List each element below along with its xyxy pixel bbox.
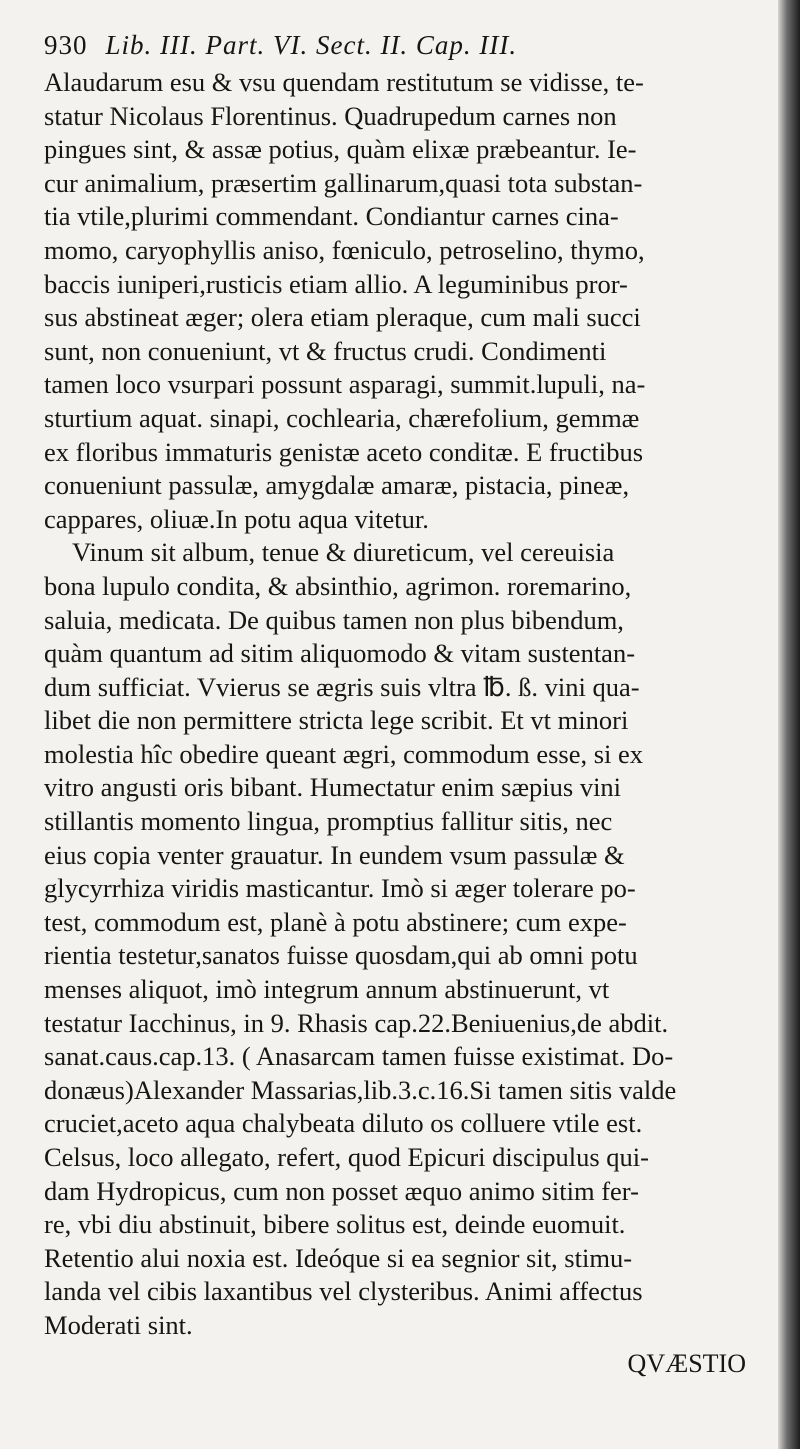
running-title: Lib. III. Part. VI. Sect. II. Cap. III.	[105, 30, 518, 60]
text-line: cruciet,aceto aqua chalybeata diluto os colluere vtile est.	[44, 1108, 643, 1139]
text-line: sus abstineat æger; olera etiam pleraque, cum mali succi	[44, 302, 641, 333]
text-line: stillantis momento lingua, promptius fallitur sitis, nec	[44, 806, 613, 837]
text-line: Alaudarum esu & vsu quendam restitutum se vidisse, te-	[44, 67, 644, 97]
running-header	[44, 28, 748, 62]
text-line: landa vel cibis laxantibus vel clysteribus. Animi affectus	[44, 1276, 643, 1307]
text-line: dum sufficiat. Vvierus se ægris suis vltra ℔. ß. vini qua-	[44, 671, 640, 702]
text-line: testatur Iacchinus, in 9. Rhasis cap.22.Beniuenius,de abdit.	[44, 1007, 669, 1038]
text-line: libet die non permittere stricta lege scribit. Et vt minori	[44, 705, 629, 736]
text-line: rientia testetur,sanatos fuisse quosdam,qui ab omni potu	[44, 940, 638, 971]
text-line: dam Hydropicus, cum non posset æquo animo sitim fer-	[44, 1175, 639, 1206]
text-line: donæus)Alexander Massarias,lib.3.c.16.Si tamen sitis valde	[44, 1074, 677, 1105]
text-line: sanat.caus.cap.13. ( Anasarcam tamen fuisse existimat. Do-	[44, 1041, 674, 1072]
text-line: tamen loco vsurpari possunt asparagi, summit.lupuli, na-	[44, 369, 646, 400]
text-line: Moderati sint.	[44, 1309, 193, 1340]
text-line: saluia, medicata. De quibus tamen non plus bibendum,	[44, 604, 624, 635]
text-line: quàm quantum ad sitim aliquomodo & vitam sustentan-	[44, 638, 636, 669]
text-line: glycyrrhiza viridis masticantur. Imò si æger tolerare po-	[44, 873, 636, 904]
text-line: cappares, oliuæ.In potu aqua vitetur.	[44, 503, 429, 534]
catchword: QVÆSTIO	[627, 1348, 746, 1378]
text-line: vitro angusti oris bibant. Humectatur enim sæpius vini	[44, 772, 622, 803]
text-line: tia vtile,plurimi commendant. Condiantur carnes cina-	[44, 201, 619, 232]
text-line: sunt, non conueniunt, vt & fructus crudi. Condimenti	[44, 335, 607, 366]
text-line: Retentio alui noxia est. Ideóque si ea segnior sit, stimu-	[44, 1242, 633, 1273]
text-line: Celsus, loco allegato, refert, quod Epicuri discipulus qui-	[44, 1142, 649, 1172]
text-line: test, commodum est, planè à potu abstinere; cum expe-	[44, 906, 627, 937]
text-line: re, vbi diu abstinuit, bibere solitus est, deinde euomuit.	[44, 1209, 626, 1240]
text-line: pingues sint, & assæ potius, quàm elixæ præbeantur. Ie-	[44, 134, 637, 165]
text-line: statur Nicolaus Florentinus. Quadrupedum carnes non	[44, 100, 617, 131]
text-line: Vinum sit album, tenue & diureticum, vel cereuisia	[72, 537, 615, 568]
text-line: ex floribus immaturis genistæ aceto conditæ. E fructibus	[44, 436, 644, 467]
text-line: menses aliquot, imò integrum annum abstinuerunt, vt	[44, 974, 610, 1005]
text-line: sturtium aquat. sinapi, cochlearia, chærefolium, gemmæ	[44, 402, 640, 433]
page-number: 930	[44, 30, 88, 60]
text-line: cur animalium, præsertim gallinarum,quasi tota substan-	[44, 167, 643, 198]
text-line: molestia hîc obedire queant ægri, commodum esse, si ex	[44, 738, 644, 769]
text-line: baccis iuniperi,rusticis etiam allio. A leguminibus pror-	[44, 268, 628, 299]
text-line: eius copia venter grauatur. In eundem vsum passulæ &	[44, 839, 625, 870]
text-body	[44, 66, 748, 1343]
text-line: momo, caryophyllis aniso, fœniculo, petroselino, thymo,	[44, 234, 645, 265]
text-line: bona lupulo condita, & absinthio, agrimon. roremarino,	[44, 570, 632, 601]
text-line: conueniunt passulæ, amygdalæ amaræ, pistacia, pineæ,	[44, 470, 630, 501]
page-edge-shadow	[778, 0, 800, 1449]
